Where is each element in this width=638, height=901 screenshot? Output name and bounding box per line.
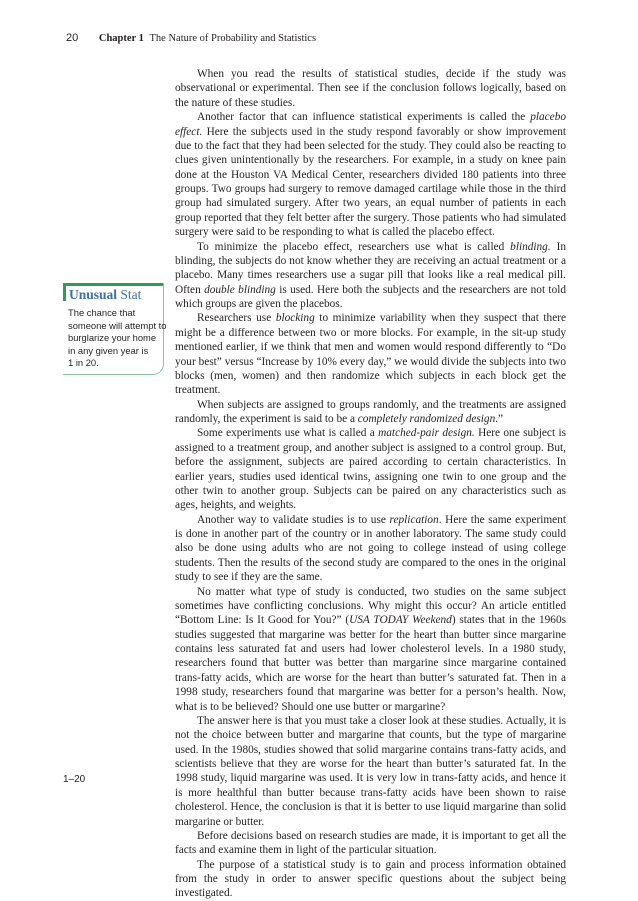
paragraph-text: Another factor that can influence statistical experiments is called the <box>197 111 531 124</box>
sidebar-line: The chance that <box>68 307 136 318</box>
chapter-label: Chapter 1 <box>98 33 144 44</box>
sidebar-line: 1 in 20. <box>68 357 99 369</box>
chapter-title: The Nature of Probability and Statistics <box>149 33 317 44</box>
sidebar-title <box>69 287 141 303</box>
paragraph-8 <box>175 585 566 714</box>
paragraph-4 <box>175 311 566 397</box>
paragraph-text: .” <box>495 413 504 425</box>
sidebar-left-accent <box>63 286 66 301</box>
key-term-placebo-effect: placebo effect. <box>175 111 566 138</box>
paragraph-text: Here one subject is assigned to a treatment group, and another subject is assigned to a control group. But, before the assignment, subjects are paired according to certain characteristics. In earlier years, studies used identical twins, assigning one twin to one group and the other twin to another group. Subjects can be paired on any characteristics such as ages, heights, and weights. <box>175 427 566 512</box>
paragraph-text: Here the subjects used in the study respond favorably or show improvement due to the fact that they had been selected for the study. They could also be reacting to clues given unintentionally by the researchers. For example, in a study on knee pain done at the Houston VA Medical Center, researchers divided 180 patients into three groups. Two groups had surgery to remove damaged cartilage while those in the third group had simulated surgery. After two years, an equal number of patients in each group reported that they felt better after the surgery. Those patients who had simulated surgery were said to be responding to what is called the placebo effect. <box>175 125 566 239</box>
sidebar-accent-bar <box>63 283 163 286</box>
sidebar-line: burglarize your home <box>68 332 157 344</box>
paragraph-1: When you read the results of statistical studies, decide if the study was observational or experimental. Then see if the conclusion follows logically, based on the nature of these studies. <box>175 68 566 109</box>
sidebar-line: in any given year is <box>68 344 149 356</box>
paragraph-6 <box>175 426 566 512</box>
paragraph-text: . Here the same experiment is done in another part of the country or in another laboratory. The same study could also be done using adults who are not going to college instead of using college students. Then the results of the second study are compared to the ones in the original study to see if they are the same. <box>175 513 566 584</box>
paragraph-2 <box>175 110 566 239</box>
sidebar-body <box>68 307 167 370</box>
paragraph-10: Before decisions based on research studies are made, it is important to get all the facts and examine them in light of the particular situation. <box>175 829 566 857</box>
key-term-completely-randomized-design: completely randomized design <box>357 413 496 425</box>
paragraph-text: Another way to validate studies is to use <box>197 513 390 526</box>
paragraph-text: To minimize the placebo effect, researchers use what is called <box>197 240 511 253</box>
unusual-stat-sidebar <box>63 283 167 375</box>
paragraph-7 <box>175 513 566 585</box>
page-footer-id: 1–20 <box>63 774 86 785</box>
key-term-blinding: blinding. <box>510 240 551 253</box>
paragraph-3 <box>175 240 566 312</box>
paragraph-text: Researchers use <box>197 312 276 325</box>
sidebar-title-word-1: Unusual <box>69 287 118 302</box>
source-title: USA TODAY Weekend <box>349 614 452 627</box>
paragraph-9: The answer here is that you must take a closer look at these studies. Actually, it is not the choice between butter and margarine that counts, but the type of margarine used. In the 1980s, studies showed that solid margarine contains trans-fatty acids, and scientists believe that they are worse for the heart than butter’s saturated fat. In the 1998 study, liquid margarine was used. It is very low in trans-fatty acids, and hence it is more healthful than butter because trans-fatty acids have been shown to raise cholesterol. Hence, the conclusion is that it is better to use liquid margarine than solid margarine or butter. <box>175 714 566 828</box>
key-term-matched-pair-design: matched-pair design. <box>378 427 475 440</box>
page-number: 20 <box>66 32 79 44</box>
paragraph-text: is used. Here both the subjects and the researchers are not told which groups are given the placebos. <box>175 283 567 310</box>
paragraph-text: ) states that in the 1960s studies suggested that margarine was better for the heart than butter since margarine contains less saturated fat and users had lower cholesterol levels. In a 1980 study, researchers found that butter was better than margarine since margarine contained trans-fatty acids, which are worse for the heart than butter’s saturated fat. Then in a 1998 study, researchers found that margarine was better for a person’s health. Now, what is to be believed? Should one use butter or margarine? <box>175 614 567 713</box>
sidebar-line: someone will attempt to <box>68 319 167 331</box>
paragraph-11: The purpose of a statistical study is to gain and process information obtained from the study in order to answer specific questions about the subject being investigated. <box>175 858 566 900</box>
sidebar-title-word-2: Stat <box>120 287 142 302</box>
paragraph-text: to minimize variability when they suspect that there might be a difference between two or more blocks. For example, in the sit-up study mentioned earlier, if we think that men and women would respond differently to “Do your best” versus “Increase by 10% every day,” we would divide the subjects into two blocks (men, women) and then randomize which subjects in each block get the treatment. <box>175 312 566 397</box>
paragraph-text: No matter what type of study is conducted, two studies on the same subject sometimes have conflicting conclusions. Why might this occur? An article entitled “Bottom Line: Is It Good for You?” ( <box>175 585 566 627</box>
main-text-column <box>175 67 566 901</box>
page-header <box>66 32 316 45</box>
paragraph-5 <box>175 398 566 427</box>
key-term-blocking: blocking <box>275 312 315 325</box>
paragraph-text: In blinding, the subjects do not know whether they are receiving an actual treatment or a placebo. Many times researchers use a sugar pill that looks like a real medical pill. Often <box>175 240 566 296</box>
key-term-replication: replication <box>389 513 439 526</box>
paragraph-text: Some experiments use what is called a <box>197 427 379 440</box>
paragraph-text: When subjects are assigned to groups randomly, and the treatments are assigned randomly, the experiment is said to be a <box>175 398 566 425</box>
key-term-double-blinding: double blinding <box>204 283 276 296</box>
